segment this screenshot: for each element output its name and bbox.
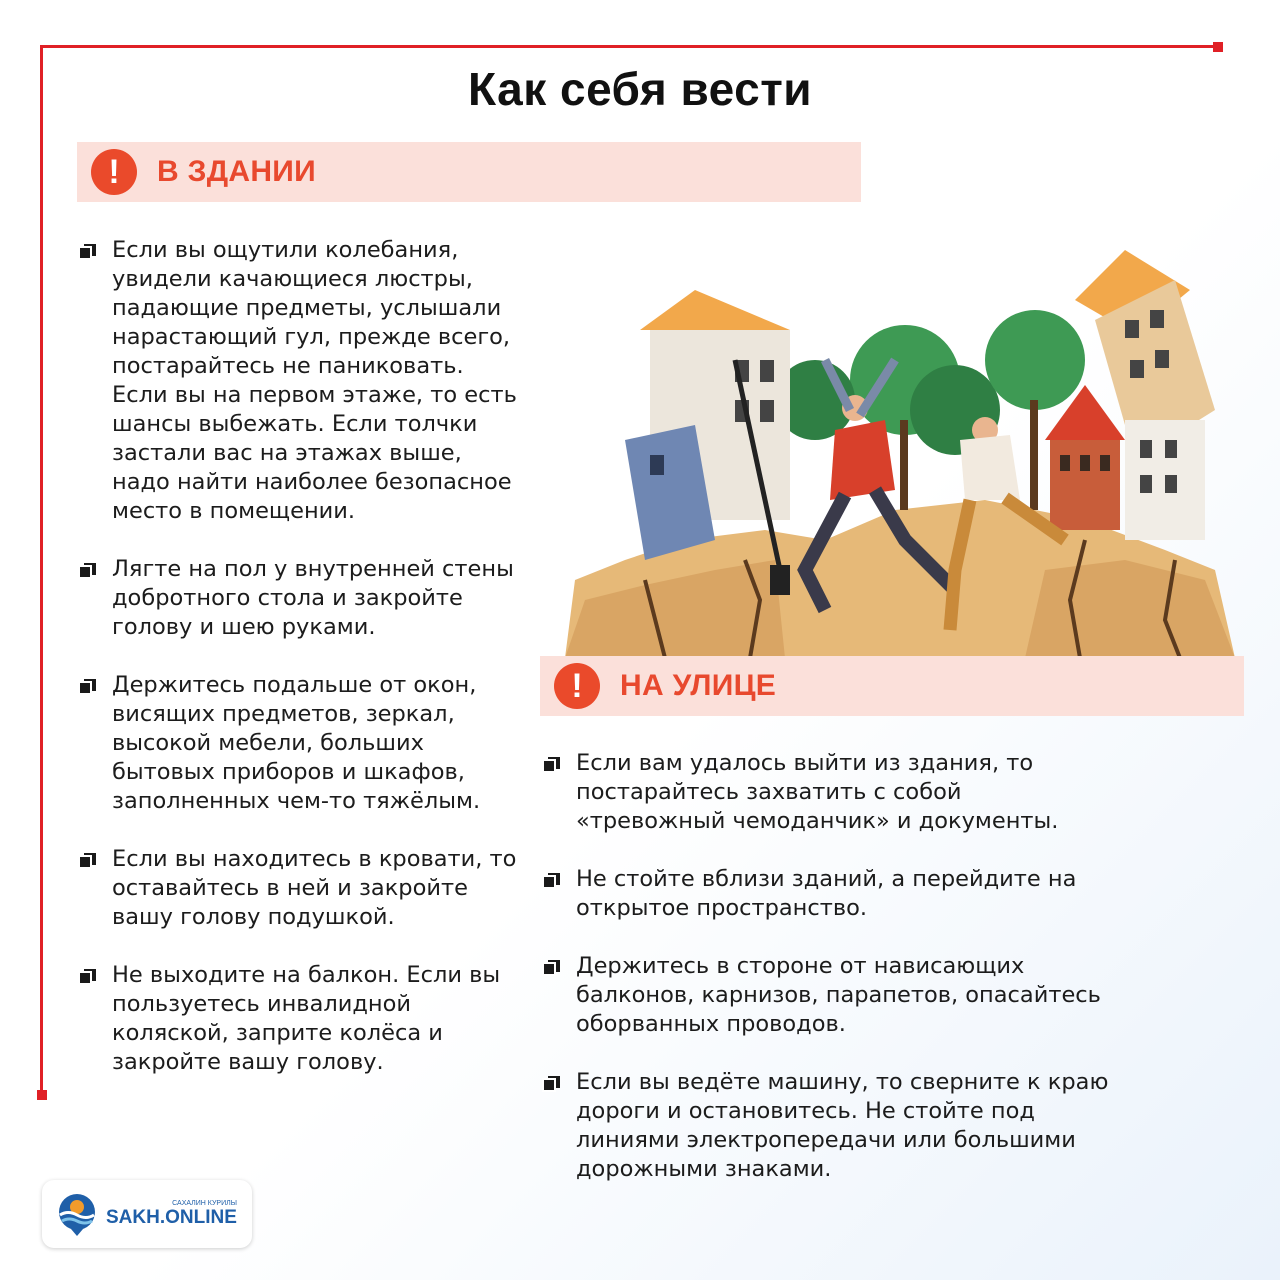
list-item: Если вы ведёте машину, то сверните к краю дороги и остановитесь. Не стойте под линиями электропередачи или большими дорожными знаками. bbox=[542, 1068, 1112, 1184]
bullet-icon bbox=[80, 563, 96, 579]
bullet-icon bbox=[544, 960, 560, 976]
exclamation-icon: ! bbox=[91, 149, 137, 195]
sakh-online-logo[interactable] bbox=[42, 1180, 252, 1248]
logo-mark-icon bbox=[54, 1191, 100, 1237]
frame-corner-dot bbox=[1213, 42, 1223, 52]
bullet-icon bbox=[544, 1076, 560, 1092]
list-item: Лягте на пол у внутренней стены добротного стола и закройте голову и шею руками. bbox=[78, 555, 518, 642]
page-title: Как себя вести bbox=[467, 63, 813, 115]
list-item: Держитесь в стороне от нависающих балконов, карнизов, парапетов, опасайтесь оборванных проводов. bbox=[542, 952, 1112, 1039]
section-label-street: НА УЛИЦЕ bbox=[620, 669, 777, 702]
building-list bbox=[78, 236, 518, 1106]
bullet-icon bbox=[544, 757, 560, 773]
bullet-icon bbox=[80, 853, 96, 869]
list-item: Если вы находитесь в кровати, то оставайтесь в ней и закройте вашу голову подушкой. bbox=[78, 845, 518, 932]
section-header-street bbox=[540, 656, 1244, 716]
logo-text: SAKH.ONLINE bbox=[106, 1206, 237, 1228]
list-item: Не стойте вблизи зданий, а перейдите на открытое пространство. bbox=[542, 865, 1112, 923]
list-item: Если вам удалось выйти из здания, то постарайтесь захватить с собой «тревожный чемоданчик» и документы. bbox=[542, 749, 1112, 836]
bullet-icon bbox=[80, 969, 96, 985]
logo-tagline: САХАЛИН КУРИЛЫ bbox=[172, 1199, 237, 1207]
list-item: Если вы ощутили колебания, увидели качающиеся люстры, падающие предметы, услышали нарастающий гул, прежде всего, постарайтесь не паниковать. Если вы на первом этаже, то есть шансы выбежать. Если толчки застали вас на этажах выше, надо найти наиболее безопасное место в помещении. bbox=[78, 236, 518, 526]
list-item: Не выходите на балкон. Если вы пользуетесь инвалидной коляской, заприте колёса и закройте вашу голову. bbox=[78, 961, 518, 1077]
exclamation-icon: ! bbox=[554, 663, 600, 709]
street-list bbox=[542, 749, 1112, 1213]
frame-left-line bbox=[40, 45, 43, 1095]
earthquake-illustration bbox=[565, 240, 1245, 658]
list-item: Держитесь подальше от окон, висящих предметов, зеркал, высокой мебели, больших бытовых приборов и шкафов, заполненных чем-то тяжёлым. bbox=[78, 671, 518, 816]
frame-corner-dot bbox=[37, 1090, 47, 1100]
section-header-building bbox=[77, 142, 861, 202]
bullet-icon bbox=[80, 244, 96, 260]
section-label-building: В ЗДАНИИ bbox=[157, 155, 317, 188]
bullet-icon bbox=[544, 873, 560, 889]
frame-top-line bbox=[40, 45, 1218, 48]
bullet-icon bbox=[80, 679, 96, 695]
